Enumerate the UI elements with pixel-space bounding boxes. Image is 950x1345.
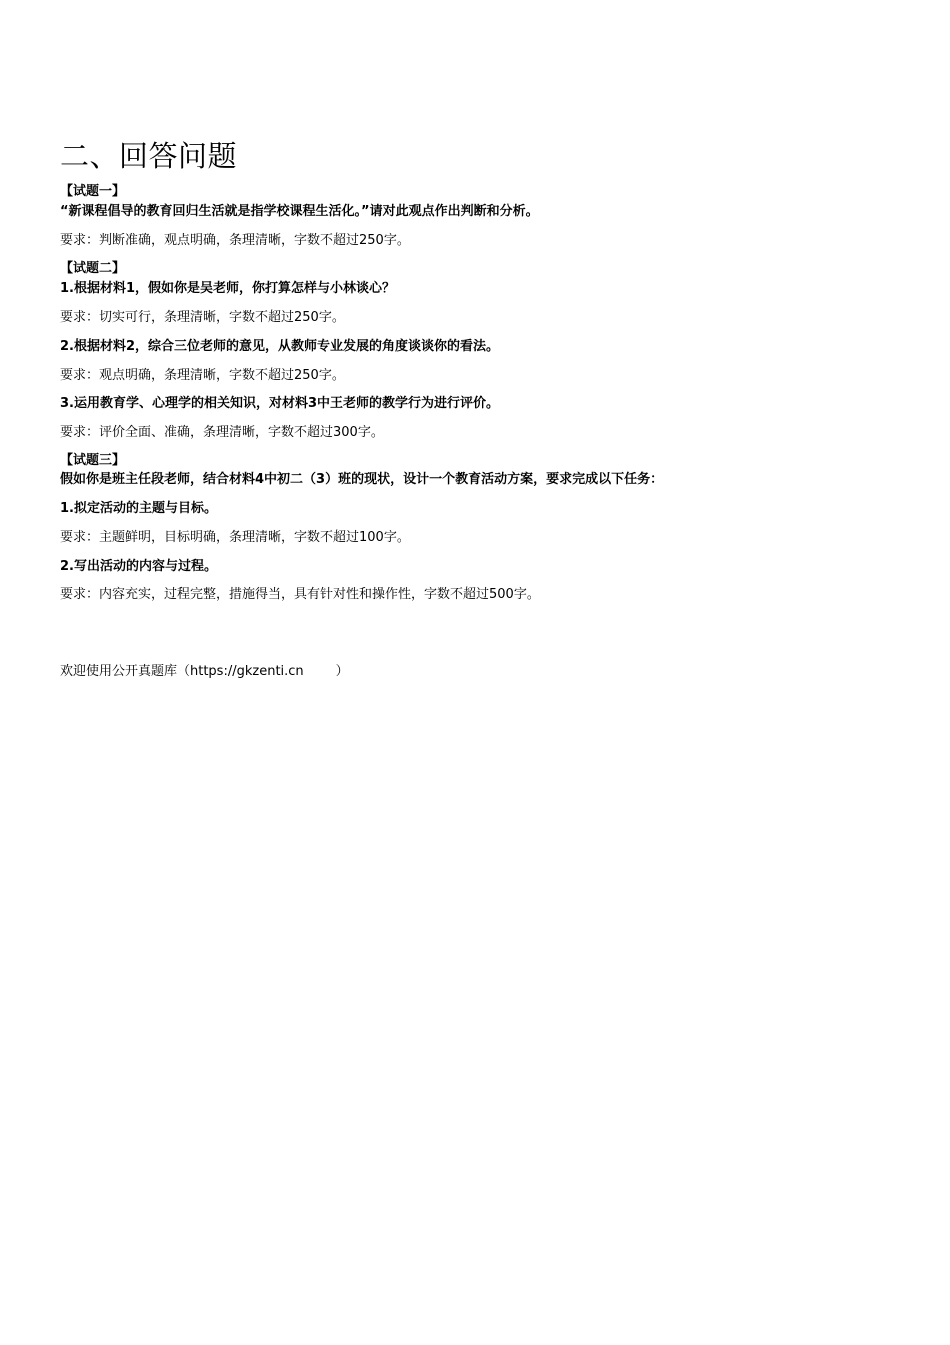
exam-item-3-requirement-2: 要求：内容充实，过程完整，措施得当，具有针对性和操作性，字数不超过500字。	[60, 587, 540, 602]
exam-item-2-requirement-2: 要求：观点明确，条理清晰，字数不超过250字。	[60, 368, 345, 383]
exam-item-2-question-1: 1.根据材料1，假如你是吴老师，你打算怎样与小林谈心？	[60, 281, 396, 296]
exam-item-2-question-2: 2.根据材料2，综合三位老师的意见，从教师专业发展的角度谈谈你的看法。	[60, 339, 500, 354]
footer-close-paren: ）	[335, 664, 349, 679]
exam-item-3-requirement-1: 要求：主题鲜明，目标明确，条理清晰，字数不超过100字。	[60, 530, 410, 545]
exam-item-2-requirement-1: 要求：切实可行，条理清晰，字数不超过250字。	[60, 310, 345, 325]
exam-item-2-label: 【试题二】	[60, 261, 126, 276]
exam-item-2-question-3: 3.运用教育学、心理学的相关知识，对材料3中王老师的教学行为进行评价。	[60, 396, 500, 411]
section-title: 二、回答问题	[60, 139, 238, 173]
exam-item-3-task-1: 1.拟定活动的主题与目标。	[60, 501, 217, 516]
footer-text: 欢迎使用公开真题库（https://gkzenti.cn	[60, 664, 304, 679]
exam-item-1-requirement: 要求：判断准确，观点明确，条理清晰，字数不超过250字。	[60, 233, 410, 248]
exam-item-1-label: 【试题一】	[60, 184, 126, 199]
exam-item-1-question: “新课程倡导的教育回归生活就是指学校课程生活化。”请对此观点作出判断和分析。	[60, 204, 539, 219]
footer-note	[60, 665, 349, 678]
exam-item-3-label: 【试题三】	[60, 453, 126, 468]
exam-item-2-requirement-3: 要求：评价全面、准确，条理清晰，字数不超过300字。	[60, 425, 384, 440]
exam-item-3-task-2: 2.写出活动的内容与过程。	[60, 559, 217, 574]
exam-item-3-intro: 假如你是班主任段老师，结合材料4中初二（3）班的现状，设计一个教育活动方案，要求完成以下任务：	[60, 472, 664, 487]
